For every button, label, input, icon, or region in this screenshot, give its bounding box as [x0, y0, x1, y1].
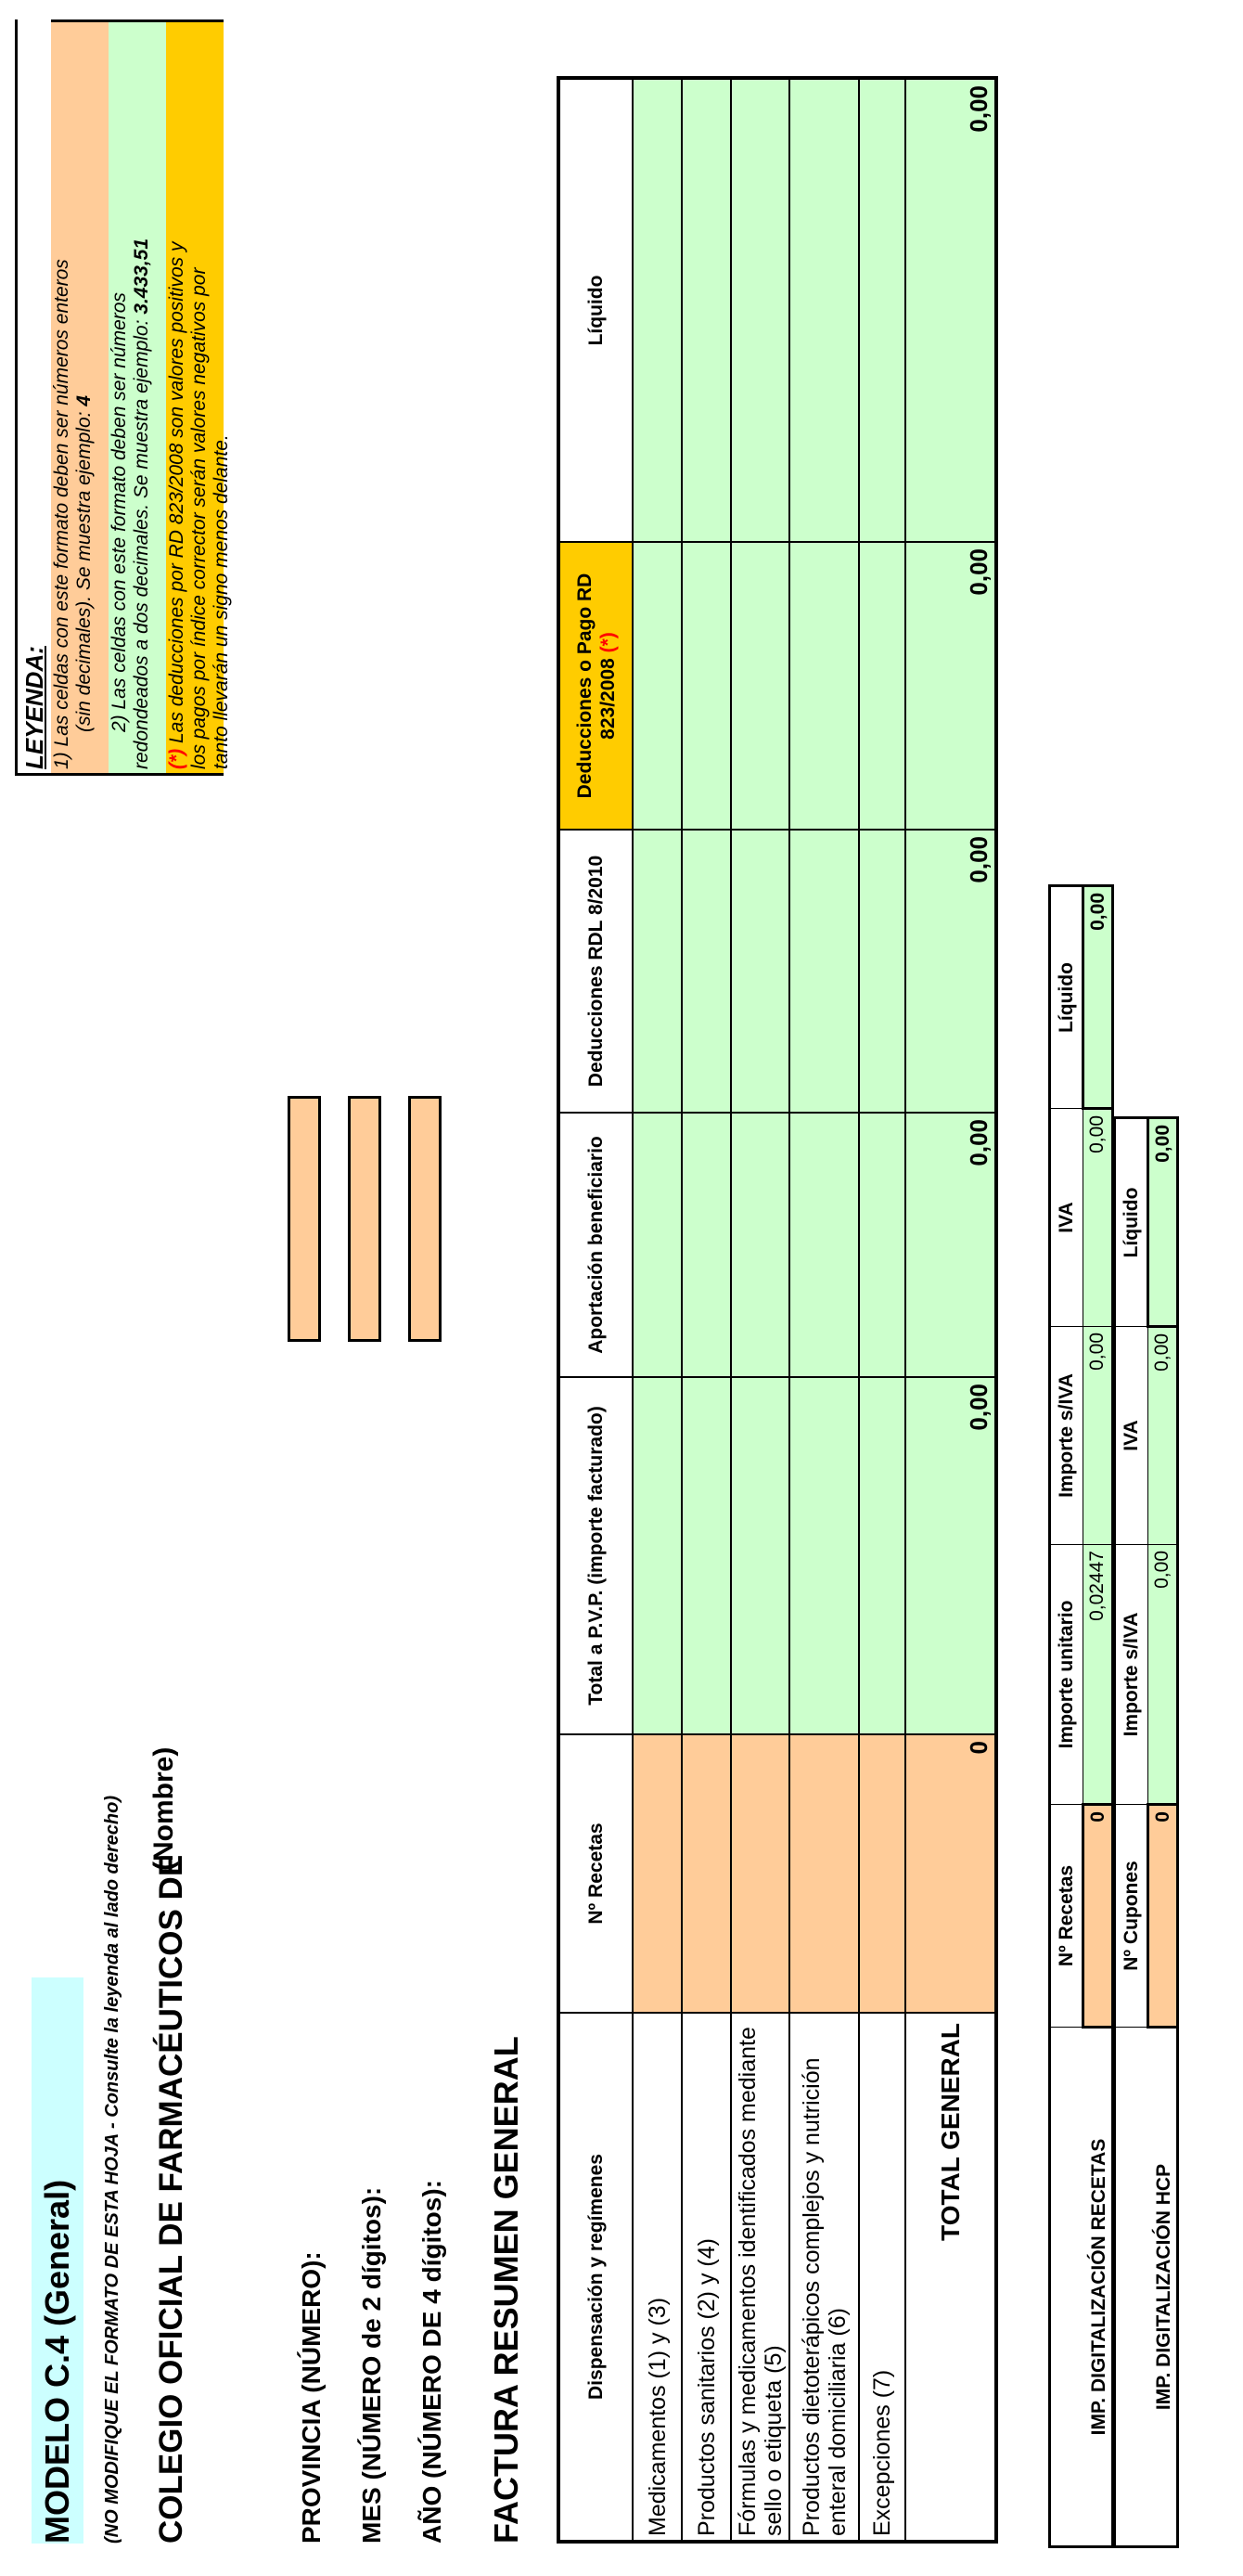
cell-aportacion[interactable]: [859, 1113, 905, 1377]
cell-aportacion[interactable]: [633, 1113, 682, 1377]
cell-liquido[interactable]: [731, 78, 789, 542]
header-rdl: Deducciones RDL 8/2010: [558, 830, 633, 1113]
cell-recetas[interactable]: [789, 1734, 859, 2013]
row-label-excepciones: Excepciones (7): [859, 2013, 905, 2542]
table-header-row: [558, 78, 633, 2542]
cell-rd-pago[interactable]: [731, 542, 789, 830]
total-label: TOTAL GENERAL: [905, 2013, 996, 2542]
mes-input[interactable]: [348, 1096, 381, 1342]
cell-pvp[interactable]: [859, 1377, 905, 1734]
cell-pvp[interactable]: [633, 1377, 682, 1734]
colegio-nombre-placeholder: (Nombre): [148, 1746, 179, 1871]
mes-label: MES (NÚMERO de 2 dígitos):: [357, 2186, 386, 2544]
header-dispensacion: Dispensación y regímenes: [558, 2013, 633, 2542]
digit-recetas-liquido: 0,00: [1083, 886, 1113, 1109]
table-row: [859, 78, 905, 2542]
legend-title: LEYENDA:: [18, 19, 51, 773]
total-rdl: 0,00: [905, 830, 996, 1113]
cell-recetas[interactable]: [633, 1734, 682, 2013]
provincia-label: PROVINCIA (NÚMERO):: [297, 2251, 326, 2544]
digit-hcp-header: Nº Cupones: [1115, 1805, 1148, 2028]
header-recetas: Nº Recetas: [558, 1734, 633, 2013]
row-label-formulas: Fórmulas y medicamentos identificados mediante sello o etiqueta (5): [731, 2013, 789, 2542]
header-rd-pago: Deducciones o Pago RD 823/2008 (*): [558, 542, 633, 830]
total-row: [905, 78, 996, 2542]
digitalizacion-recetas-table: [1048, 884, 1114, 2548]
table-row: [789, 78, 859, 2542]
digit-recetas-header: Importe s/IVA: [1050, 1327, 1083, 1545]
digit-recetas-iva: 0,00: [1083, 1109, 1113, 1327]
cell-rd-pago[interactable]: [682, 542, 731, 830]
legend-rd-note: (*) Las deducciones por RD 823/2008 son valores positivos y los pagos por índice corrector serán valores negativos por tanto llevarán un signo menos delante.: [166, 22, 224, 773]
digit-hcp-cupones[interactable]: 0: [1148, 1805, 1178, 2028]
digit-hcp-liquido: 0,00: [1148, 1118, 1178, 1327]
digit-hcp-importe: 0,00: [1148, 1545, 1178, 1805]
cell-pvp[interactable]: [682, 1377, 731, 1734]
cell-rdl[interactable]: [859, 830, 905, 1113]
legend-box: [15, 19, 232, 776]
row-label-productos-sanitarios: Productos sanitarios (2) y (4): [682, 2013, 731, 2542]
cell-liquido[interactable]: [859, 78, 905, 542]
colegio-heading: COLEGIO OFICIAL DE FARMACÉUTICOS DE: [153, 1854, 189, 2544]
cell-liquido[interactable]: [789, 78, 859, 542]
digit-recetas-count[interactable]: 0: [1083, 1805, 1113, 2028]
table-row: [682, 78, 731, 2542]
cell-recetas[interactable]: [682, 1734, 731, 2013]
cell-pvp[interactable]: [789, 1377, 859, 1734]
resumen-table: [557, 76, 998, 2544]
legend-decimal-format: 2) Las celdas con este formato deben ser números redondeados a dos decimales. Se muestra ejemplo: 3.433,51: [109, 22, 166, 773]
digit-hcp-header: Importe s/IVA: [1115, 1545, 1148, 1805]
cell-aportacion[interactable]: [731, 1113, 789, 1377]
digit-recetas-unit-price: 0,02447: [1083, 1545, 1113, 1805]
digitalizacion-hcp-table: [1113, 1116, 1179, 2548]
digit-recetas-header: Importe unitario: [1050, 1545, 1083, 1805]
total-pvp: 0,00: [905, 1377, 996, 1734]
provincia-input[interactable]: [288, 1096, 321, 1342]
cell-aportacion[interactable]: [682, 1113, 731, 1377]
digit-hcp-label: IMP. DIGITALIZACIÓN HCP: [1115, 2028, 1178, 2547]
format-warning: (NO MODIFIQUE EL FORMATO DE ESTA HOJA - Consulte la leyenda al lado derecho): [102, 1795, 122, 2544]
total-recetas: 0: [905, 1734, 996, 2013]
anio-input[interactable]: [408, 1096, 442, 1342]
total-aportacion: 0,00: [905, 1113, 996, 1377]
table-row: [633, 78, 682, 2542]
digit-recetas-label: IMP. DIGITALIZACIÓN RECETAS: [1050, 2028, 1113, 2547]
cell-rd-pago[interactable]: [633, 542, 682, 830]
cell-rdl[interactable]: [682, 830, 731, 1113]
cell-rdl[interactable]: [731, 830, 789, 1113]
cell-rdl[interactable]: [633, 830, 682, 1113]
row-label-dietoterapicos: Productos dietoterápicos complejos y nutrición enteral domiciliaria (6): [789, 2013, 859, 2542]
legend-integer-example: 4: [73, 395, 95, 406]
digit-recetas-header: Líquido: [1050, 886, 1083, 1109]
cell-rdl[interactable]: [789, 830, 859, 1113]
header-liquido: Líquido: [558, 78, 633, 542]
digit-hcp-header: IVA: [1115, 1327, 1148, 1545]
digit-recetas-header: Nº Recetas: [1050, 1805, 1083, 2028]
header-pvp: Total a P.V.P. (importe facturado): [558, 1377, 633, 1734]
anio-label: AÑO (NÚMERO DE 4 dígitos):: [417, 2180, 446, 2544]
cell-rd-pago[interactable]: [859, 542, 905, 830]
cell-recetas[interactable]: [859, 1734, 905, 2013]
cell-liquido[interactable]: [682, 78, 731, 542]
digit-recetas-header: IVA: [1050, 1109, 1083, 1327]
legend-decimal-example: 3.433,51: [131, 238, 152, 315]
digit-hcp-iva: 0,00: [1148, 1327, 1178, 1545]
row-label-medicamentos: Medicamentos (1) y (3): [633, 2013, 682, 2542]
cell-liquido[interactable]: [633, 78, 682, 542]
cell-aportacion[interactable]: [789, 1113, 859, 1377]
digit-recetas-importe: 0,00: [1083, 1327, 1113, 1545]
header-aportacion: Aportación beneficiario: [558, 1113, 633, 1377]
digit-hcp-header: Líquido: [1115, 1118, 1148, 1327]
model-title: MODELO C.4 (General): [32, 1977, 83, 2544]
total-rd-pago: 0,00: [905, 542, 996, 830]
cell-rd-pago[interactable]: [789, 542, 859, 830]
legend-integer-format: 1) Las celdas con este formato deben ser números enteros (sin decimales). Se muestra ejemplo: 4: [51, 22, 109, 773]
section-title: FACTURA RESUMEN GENERAL: [487, 2036, 525, 2544]
total-liquido: 0,00: [905, 78, 996, 542]
table-row: [731, 78, 789, 2542]
cell-pvp[interactable]: [731, 1377, 789, 1734]
cell-recetas[interactable]: [731, 1734, 789, 2013]
